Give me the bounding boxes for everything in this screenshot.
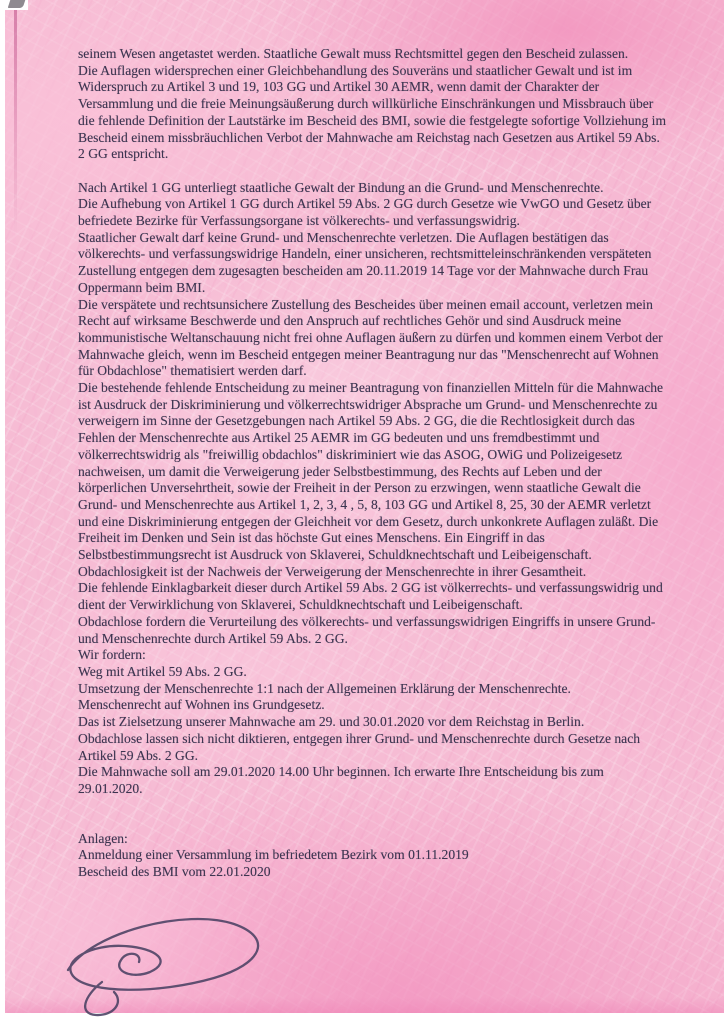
letter-paragraph: Anlagen: bbox=[78, 830, 128, 846]
letter-paragraph: Nach Artikel 1 GG unterliegt staatliche Gewalt der Bindung an die Grund- und Menschenrechte. bbox=[78, 179, 604, 195]
letter-paragraph: Die fehlende Einklagbarkeit dieser durch Artikel 59 Abs. 2 GG ist völkerrechts- und verfassungswidrig und dient der Verwirklichung von Sklaverei, Schuldknechtschaft und Leibeigenschaft. bbox=[78, 580, 663, 613]
letter-paragraph: Die Auflagen widersprechen einer Gleichbehandlung des Souveräns und staatlicher Gewalt und ist im Widerspruch zu Artikel 3 und 19, 103 GG und Artikel 30 AEMR, wenn damit der Charakter der Versammlung und die freie Meinungsäußerung durch willkürliche Einschränkungen und Missbrauch über die fehlende Definition der Lautstärke im Bescheid des BMI, sowie die festgelegte sofortige Vollziehung im Bescheid einem missbräuchlichen Verbot der Mahnwache am Reichstag nach Gesetzen aus Artikel 59 Abs. 2 GG entspricht. bbox=[78, 62, 667, 162]
letter-paragraph: Anmeldung einer Versammlung im befriedetem Bezirk vom 01.11.2019 bbox=[78, 847, 469, 863]
letter-paragraph: Umsetzung der Menschenrechte 1:1 nach der Allgemeinen Erklärung der Menschenrechte. bbox=[78, 680, 571, 696]
letter-paragraph: seinem Wesen angetastet werden. Staatliche Gewalt muss Rechtsmittel gegen den Bescheid zulassen. bbox=[78, 46, 629, 61]
letter-paragraph: Die bestehende fehlende Entscheidung zu meiner Beantragung von finanziellen Mitteln für die Mahnwache ist Ausdruck der Diskriminierung und völkerrechtswidriger Absprache um Grund- und Menschenrechte zu verweigern im Sinne der Gesetzgebungen nach Artikel 59 Abs. 2 GG, die die Rechtlosigkeit durch das Fehlen der Menschenrechte aus Artikel 25 AEMR im GG bedeuten und uns fremdbestimmt und völkerrechtswidrig als "freiwillig obdachlos" diskriminiert wie das ASOG, OWiG und Polizeigesetz nachweisen, um damit die Verweigerung jeder Selbstbestimmung, des Rechts auf Leben und der körperlichen Unversehrtheit, sowie der Freiheit in der Person zu erzwingen, wenn staatliche Gewalt die Grund- und Menschenrechte aus Artikel 1, 2, 3, 4 , 5, 8, 103 GG und Artikel 8, 25, 30 der AEMR verletzt und eine Diskriminierung entgegen der Gleichheit vor dem Gesetz, durch unkonkrete Auflagen zuläßt. Die Freiheit im Denken und Sein ist das höchste Gut eines Menschens. Ein Eingriff in das Selbstbestimmungsrecht ist Ausdruck von Sklaverei, Schuldknechtschaft und Leibeigenschaft. bbox=[78, 380, 664, 563]
letter-paragraph: Obdachlose fordern die Verurteilung des völkerechts- und verfassungswidrigen Eingriffs in unsere Grund- und Menschenrechte durch Artikel 59 Abs. 2 GG. bbox=[78, 613, 656, 646]
letter-paragraph: Bescheid des BMI vom 22.01.2020 bbox=[78, 864, 271, 880]
letter-paragraph: Die verspätete und rechtsunsichere Zustellung des Bescheides über meinen email account, verletzen mein Recht auf wirksame Beschwerde und den Anspruch auf rechtliches Gehör und sind Ausdruck meine kommunistische Weltanschauung nicht frei ohne Auflagen äußern zu dürfen und kommen einem Verbot der Mahnwache gleich, wenn im Bescheid entgegen meiner Beantragung nur das "Menschenrecht auf Wohnen für Obdachlose" thematisiert werden darf. bbox=[78, 296, 663, 379]
letter-paragraph: Menschenrecht auf Wohnen ins Grundgesetz. bbox=[78, 697, 325, 713]
letter-paragraph: Das ist Zielsetzung unserer Mahnwache am 29. und 30.01.2020 vor dem Reichstag in Berlin. bbox=[78, 714, 585, 730]
letter-paragraph: Obdachlosigkeit ist der Nachweis der Verweigerung der Menschenrechte in ihrer Gesamtheit. bbox=[78, 563, 587, 579]
letter-paragraph: Die Mahnwache soll am 29.01.2020 14.00 Uhr beginnen. Ich erwarte Ihre Entscheidung bis zum 29.01.2020. bbox=[78, 764, 604, 796]
letter-paragraph: Die Aufhebung von Artikel 1 GG durch Artikel 59 Abs. 2 GG durch Gesetze wie VwGO und Gesetz über befriedete Bezirke für Verfassungsorgane ist völkerechts- und verfassungswidrig. bbox=[78, 196, 652, 229]
paper-fold-crease bbox=[14, 0, 17, 235]
letter-paragraph: Obdachlose lassen sich nicht diktieren, entgegen ihrer Grund- und Menschenrechte durch Gesetze nach Artikel 59 Abs. 2 GG. bbox=[78, 730, 641, 763]
handwritten-signature bbox=[58, 912, 294, 1024]
letter-paragraph: Weg mit Artikel 59 Abs. 2 GG. bbox=[78, 664, 247, 679]
letter-paragraph: Staatlicher Gewalt darf keine Grund- und Menschenrechte verletzen. Die Auflagen bestätigen das völkerechts- und verfassungswidrige Handeln, einer unsicheren, rechtsmitteleinschränkenden verspäteten Zustellung entgegen dem zugesagten bescheiden am 20.11.2019 14 Tage vor der Mahnwache durch Frau Oppermann beim BMI. bbox=[78, 229, 652, 295]
letter-body bbox=[78, 46, 670, 881]
letter-paragraph: Wir fordern: bbox=[78, 647, 146, 663]
